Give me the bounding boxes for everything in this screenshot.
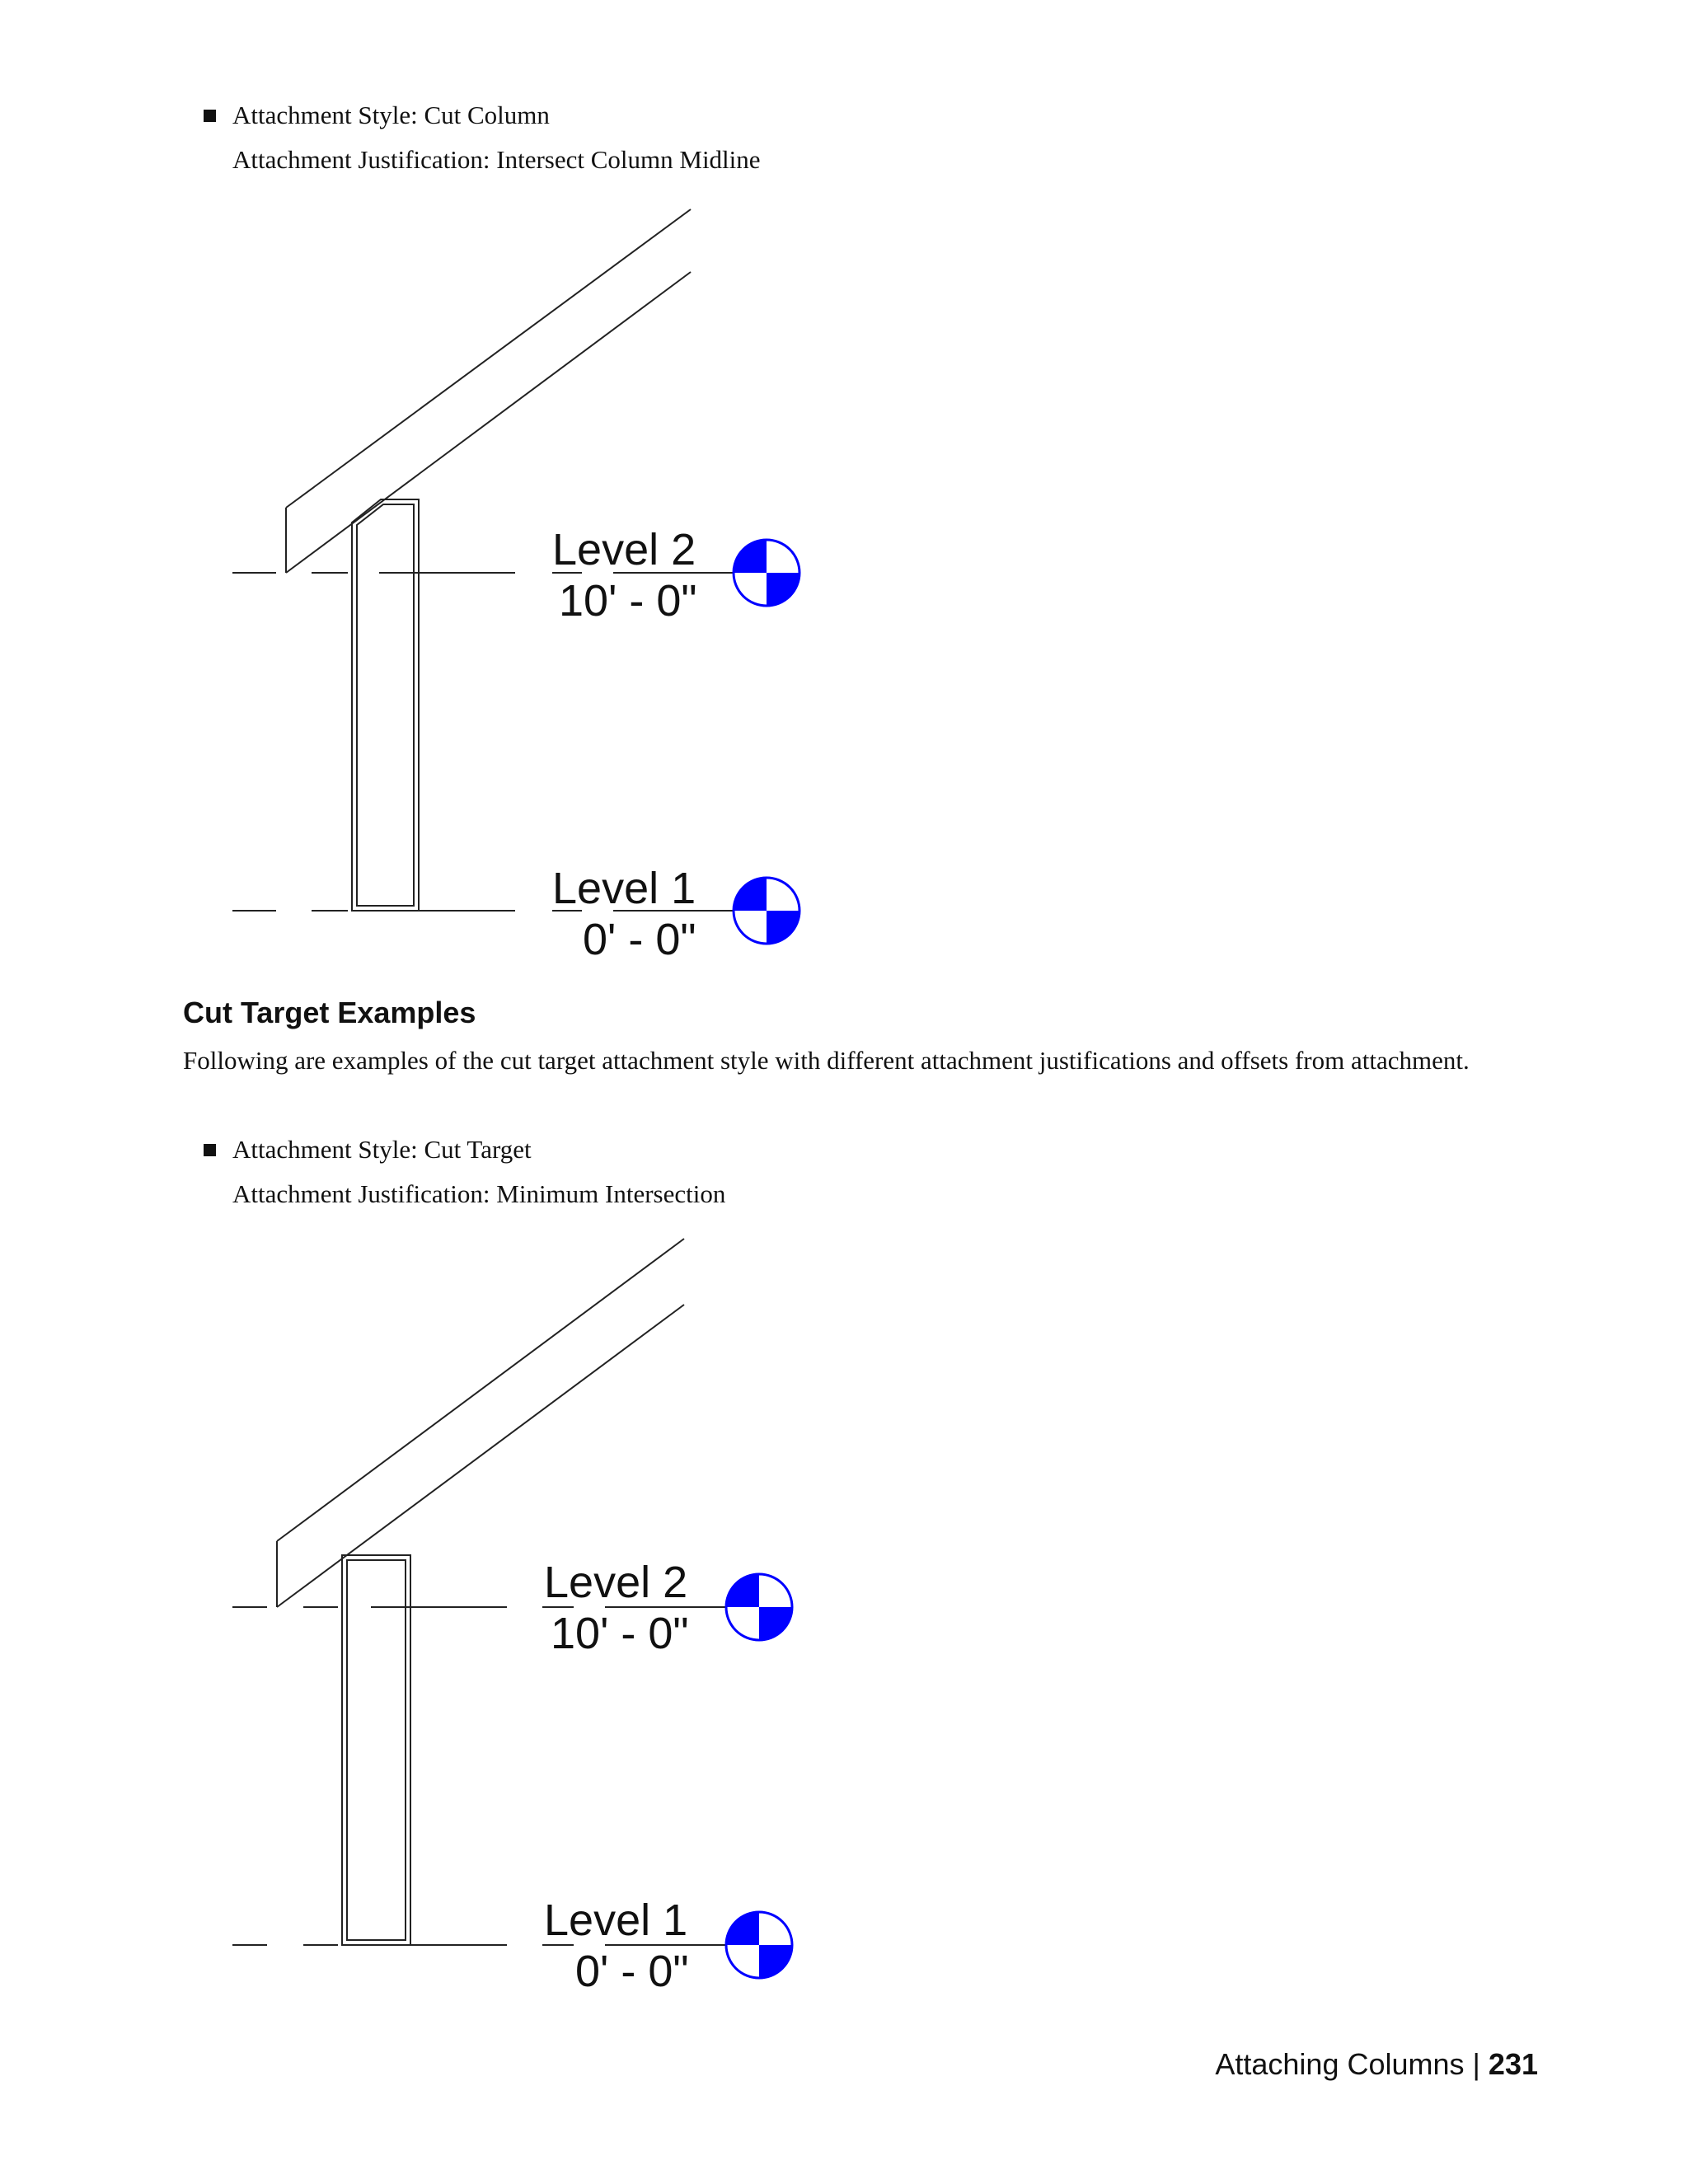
page-footer	[1215, 2047, 1538, 2082]
bullet-marker	[204, 110, 216, 122]
column-outline-outer	[352, 499, 419, 911]
level-2-marker-icon	[734, 540, 799, 606]
roof-top-edge	[286, 209, 691, 508]
column-outline-inner	[347, 1560, 406, 1940]
level-2-elevation: 10' - 0"	[551, 1609, 689, 1658]
section-paragraph: Following are examples of the cut target attachment style with different attachment justifications and offsets from attachment.	[183, 1046, 1470, 1075]
column-outline-inner	[357, 504, 414, 906]
level-1-elevation: 0' - 0"	[575, 1947, 689, 1996]
attachment-style-text: Attachment Style: Cut Target	[232, 1135, 532, 1164]
footer-chapter-title: Attaching Columns	[1215, 2047, 1465, 2081]
level-2-name: Level 2	[552, 525, 696, 574]
figure-cut-target-minimum	[223, 1232, 832, 1999]
level-1-name: Level 1	[552, 864, 696, 913]
level-1-marker-icon	[734, 878, 799, 944]
level-2-marker-icon	[726, 1574, 792, 1640]
level-1-elevation: 0' - 0"	[583, 915, 696, 960]
attachment-style-text: Attachment Style: Cut Column	[232, 101, 550, 129]
attachment-justification-text: Attachment Justification: Minimum Intersection	[232, 1179, 726, 1208]
roof-top-edge	[277, 1239, 684, 1541]
footer-separator: |	[1472, 2047, 1480, 2081]
level-1-marker-icon	[726, 1912, 792, 1978]
column-outline-outer	[342, 1555, 410, 1945]
section-heading: Cut Target Examples	[183, 996, 476, 1029]
figure-cut-column-midline	[223, 202, 832, 960]
attachment-justification-text: Attachment Justification: Intersect Column Midline	[232, 145, 761, 174]
page-number: 231	[1488, 2047, 1538, 2081]
level-2-elevation: 10' - 0"	[559, 576, 697, 626]
level-1-name: Level 1	[544, 1896, 688, 1945]
level-2-name: Level 2	[544, 1558, 688, 1607]
bullet-marker	[204, 1144, 216, 1156]
